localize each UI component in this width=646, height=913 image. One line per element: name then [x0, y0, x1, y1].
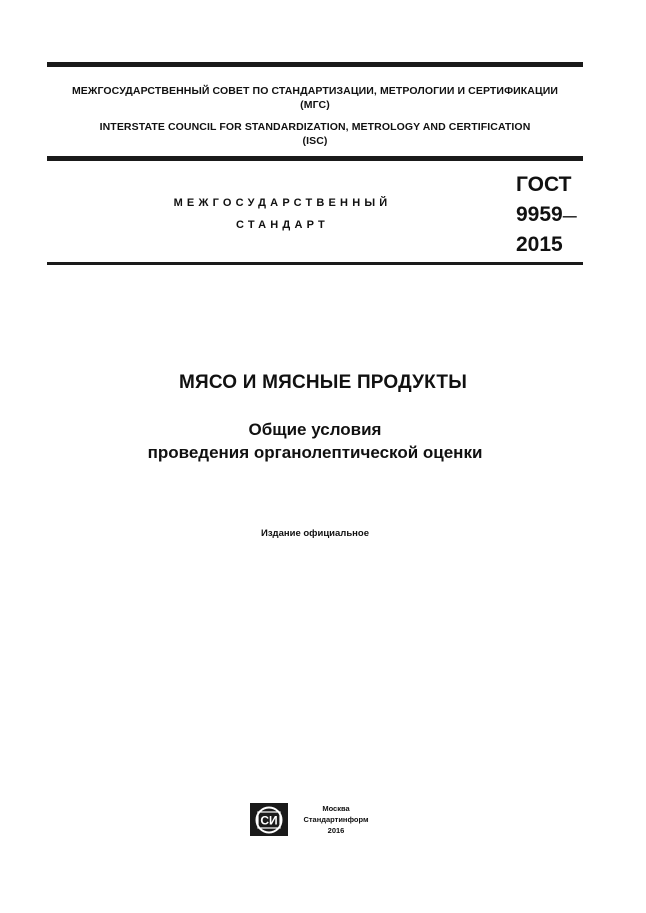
- gost-year: 2015: [516, 233, 563, 257]
- standard-kind: [150, 192, 415, 236]
- middle-rule: [47, 156, 583, 161]
- standard-kind-line1: МЕЖГОСУДАРСТВЕННЫЙ: [173, 197, 392, 209]
- gost-dash: —: [562, 207, 577, 224]
- bottom-rule: [47, 262, 583, 265]
- council-ru-line1: МЕЖГОСУДАРСТВЕННЫЙ СОВЕТ ПО СТАНДАРТИЗАЦИИ, МЕТРОЛОГИИ И СЕРТИФИКАЦИИ: [71, 85, 559, 97]
- imprint-city: Москва: [322, 804, 350, 813]
- council-name-en: [47, 120, 583, 148]
- logo-text: СИ: [260, 813, 278, 828]
- gost-number: 9959: [516, 203, 563, 226]
- gost-prefix: ГОСТ: [516, 173, 572, 196]
- standartinform-logo-icon: [250, 803, 288, 836]
- subtitle-line1: Общие условия: [248, 420, 382, 439]
- document-title: МЯСО И МЯСНЫЕ ПРОДУКТЫ: [178, 372, 468, 393]
- council-en-line1: INTERSTATE COUNCIL FOR STANDARDIZATION, METROLOGY AND CERTIFICATION: [99, 121, 531, 133]
- gost-number-line: [516, 200, 577, 230]
- council-name-ru: [47, 84, 583, 112]
- council-ru-abbr: (МГС): [300, 99, 330, 111]
- imprint: [292, 803, 380, 836]
- imprint-publisher: Стандартинформ: [303, 815, 369, 824]
- document-subtitle: [0, 418, 630, 464]
- subtitle-line2: проведения органолептической оценки: [147, 443, 483, 462]
- edition-note: Издание официальное: [261, 528, 369, 539]
- standard-kind-line2: СТАНДАРТ: [236, 219, 329, 231]
- imprint-year: 2016: [327, 826, 345, 835]
- top-rule: [47, 62, 583, 67]
- gost-designation: [516, 170, 577, 260]
- council-en-abbr: (ISC): [302, 135, 328, 147]
